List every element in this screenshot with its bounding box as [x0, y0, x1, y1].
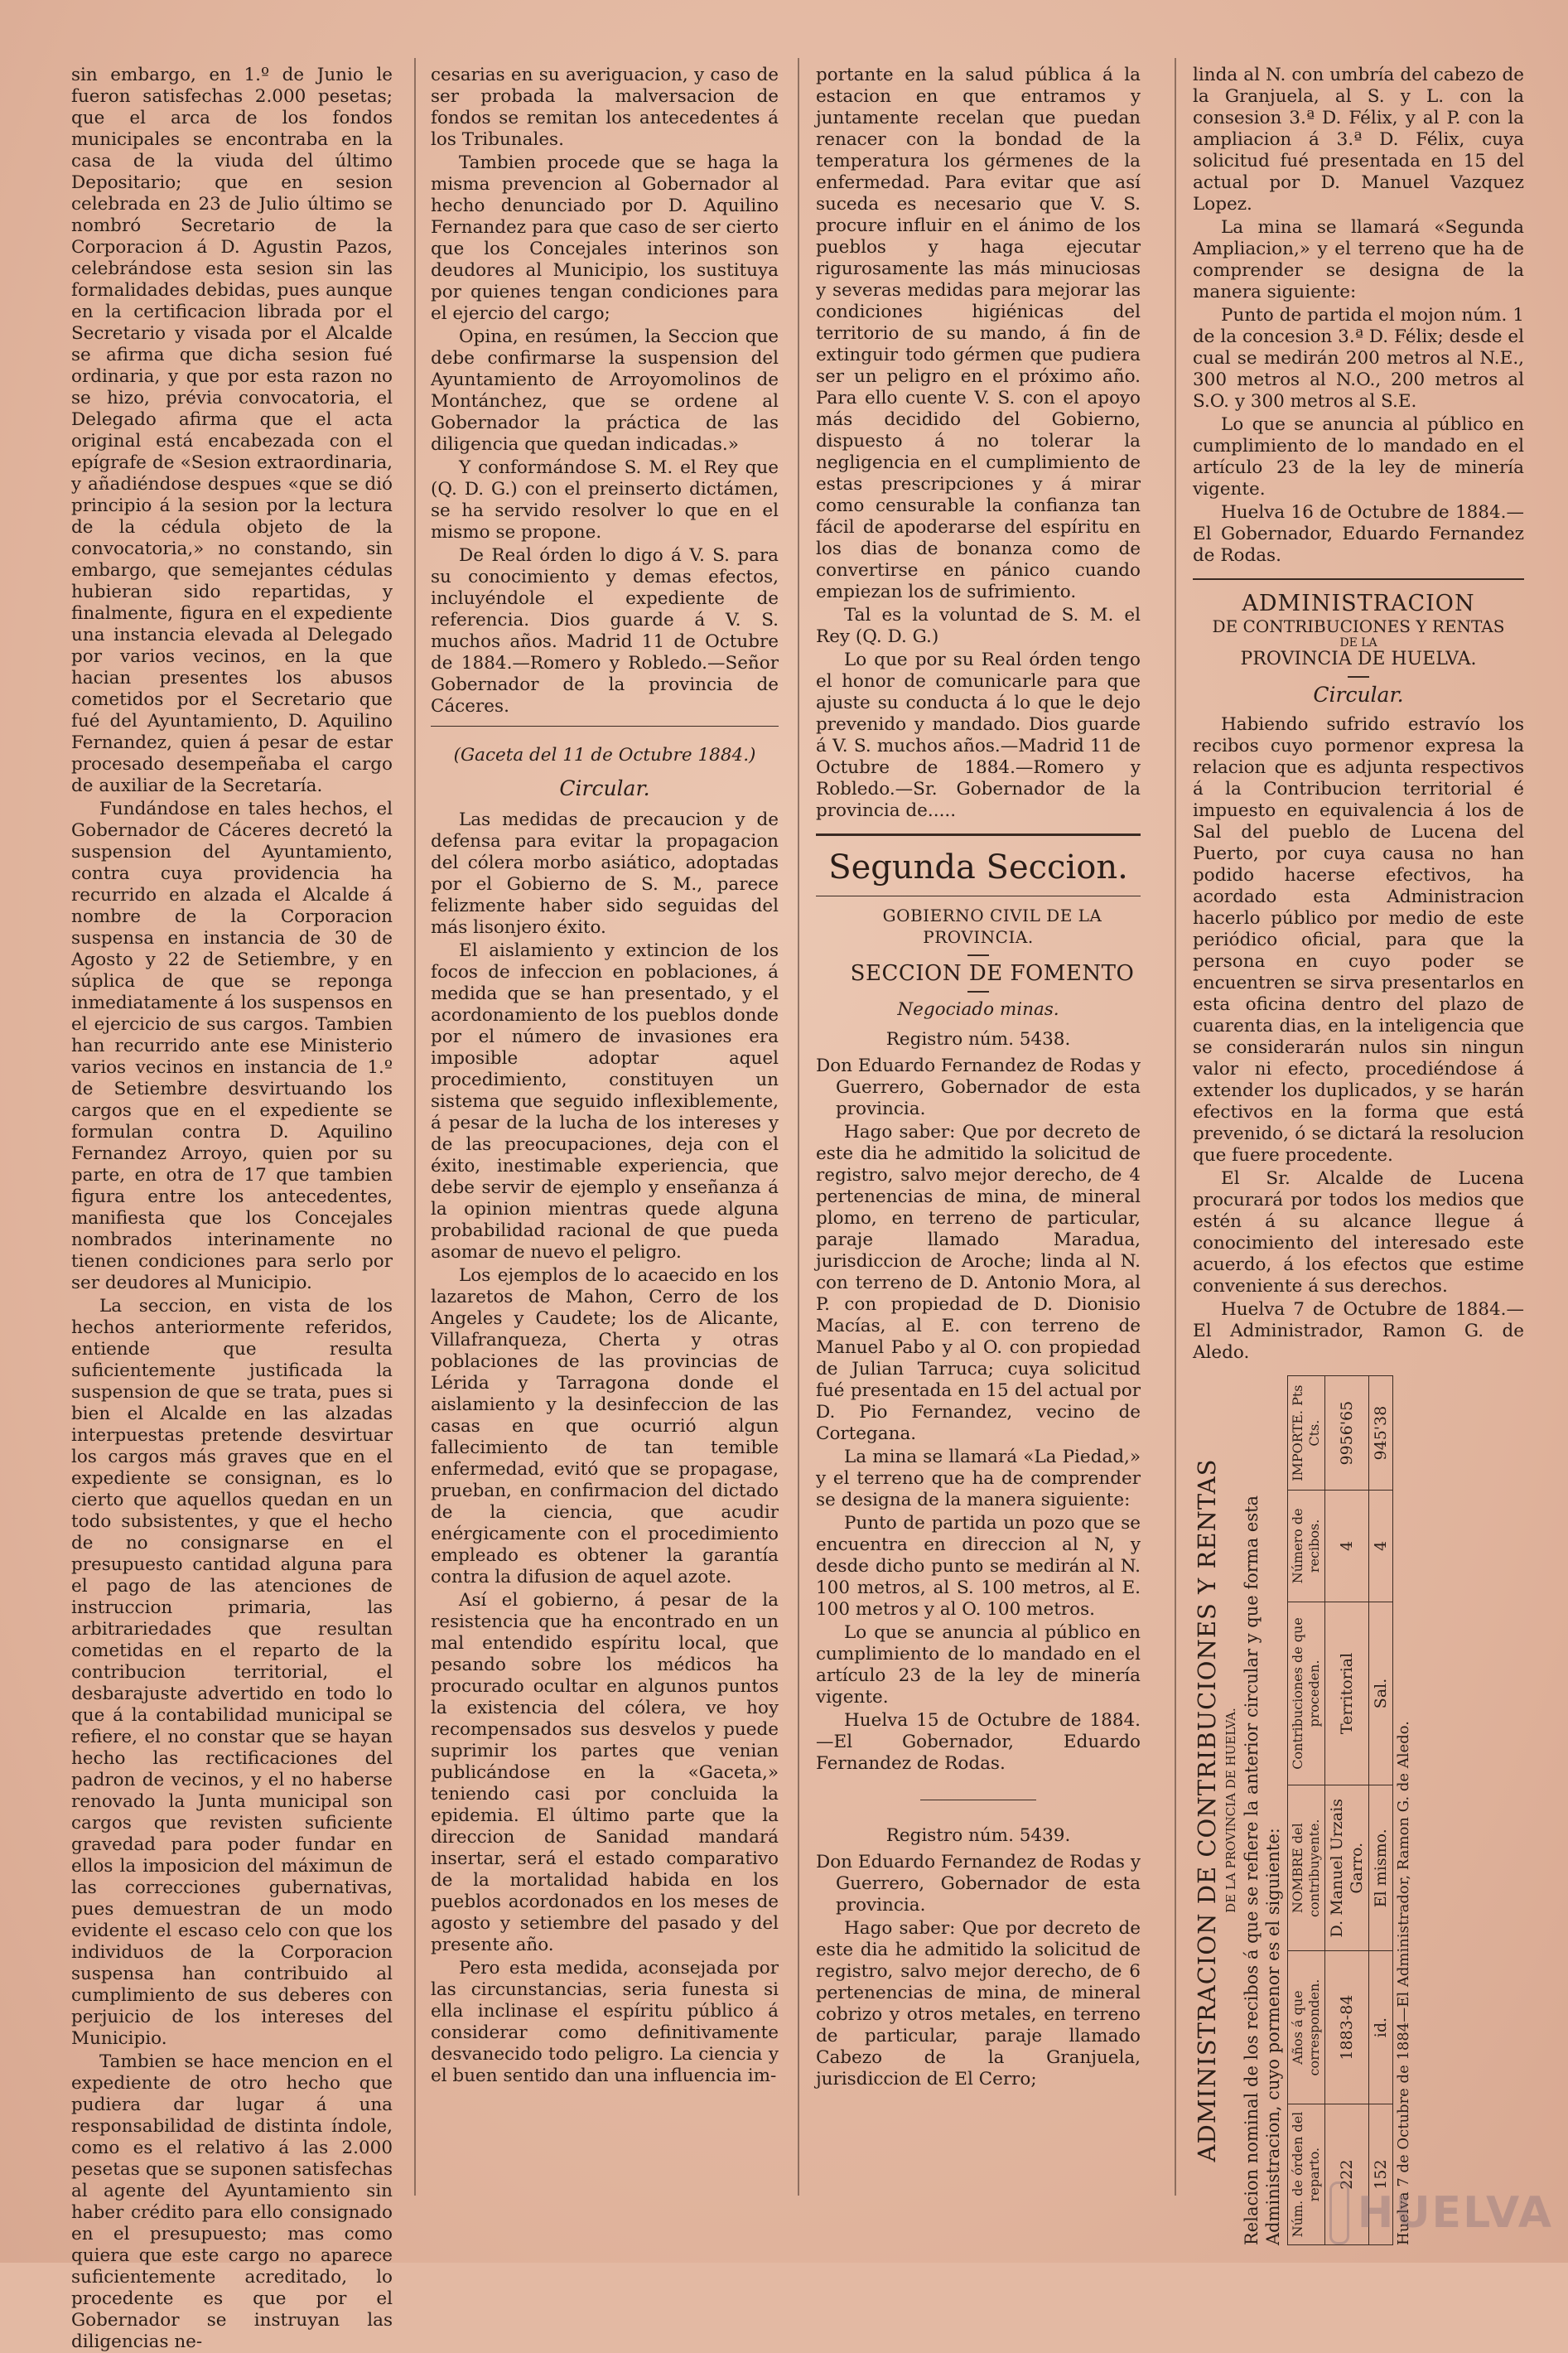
- paragraph: El Sr. Alcalde de Lucena procurará por todos los medios que estén á su alcance llegue á conocimiento del interesado este acuerdo, á los efectos que estime conveniente á sus derechos.: [1193, 1168, 1524, 1297]
- column-header: Contribuciones de que proceden.: [1288, 1602, 1325, 1785]
- paragraph: Y conformándose S. M. el Rey que (Q. D. G.) con el preinserto dictámen, se ha servido resolver lo que en el mismo se propone.: [431, 457, 779, 543]
- table-row: [1369, 1376, 1393, 2245]
- paragraph: cesarias en su averiguacion, y caso de ser probada la malversacion de fondos se remitan los antecedentes á los Tribunales.: [431, 65, 779, 150]
- archive-watermark: [1329, 2176, 1553, 2250]
- paragraph: Lo que se anuncia al público en cumplimiento de lo mandado en el artículo 23 de la ley de minería vigente.: [816, 1622, 1141, 1708]
- table-cell: El mismo.: [1369, 1785, 1393, 1951]
- short-rule: [967, 991, 989, 993]
- column-rule: [414, 58, 416, 2196]
- paragraph: La seccion, en vista de los hechos anteriormente referidos, entiende que resulta suficientemente justificada la suspension de que se trata, pues si bien el Alcalde en las alzadas interpuestas pretende desvirtuar los cargos más graves que en el expediente se consignan, es lo cierto que aquellos quedan en un todo subsistentes, y que el hecho de no consignarse en el presupuesto cantidad alguna para el pago de las atenciones de instruccion primaria, las arbitrariedades que resultan cometidas en el reparto de la contribucion territorial, el desbarajuste advertido en todo lo que á la contabilidad municipal se refiere, el no constar que se hayan hecho las rectificaciones del padron de vecinos, y el no haberse renovado la Junta municipal son cargos que revisten suficiente gravedad para poder fundar en ellos la imposicion del máximun de las correcciones gubernativas, pues demuestran de un modo evidente el escaso celo con que los individuos de la Corporacion suspensa han contribuido al cumplimiento de sus deberes con perjuicio de los intereses del Municipio.: [71, 1296, 393, 2049]
- table-cell: 4: [1369, 1491, 1393, 1602]
- table-cell: 222: [1325, 2104, 1369, 2245]
- column-2: [431, 65, 779, 2219]
- paragraph: Hago saber: Que por decreto de este dia he admitido la solicitud de registro, salvo mejor derecho, de 6 pertenencias de mina, de mineral cobrizo y otros metales, en terreno de particular, paraje llamado Cabezo de la Granjuela, jurisdiccion de El Cerro;: [816, 1918, 1141, 2090]
- paragraph: La mina se llamará «Segunda Ampliacion,» y el terreno que ha de comprender se designa de la manera siguiente:: [1193, 217, 1524, 302]
- paragraph: Así el gobierno, á pesar de la resistencia que ha encontrado en un mal entendido espíritu local, que pesando sobre los médicos ha procurado ocultar en algunos puntos la existencia del cólera, ve hoy recompensados sus desvelos y puede suprimir los partes que venian publicándose en la «Gaceta,» teniendo casi por concluida la epidemia. El último parte que la direccion de Sanidad mandará insertar, será el estado comparativo de la mortalidad habida en los pueblos acordonados en los meses de agosto y setiembre del pasado y del presente año.: [431, 1590, 779, 1955]
- relation-subtitle: DE LA PROVINCIA DE HUELVA.: [1223, 1708, 1238, 1913]
- column-4: [1193, 65, 1524, 2245]
- negociado-heading: Negociado minas.: [897, 999, 1059, 1020]
- rotated-relation: [1193, 1375, 1524, 2245]
- table-cell: id.: [1369, 1951, 1393, 2104]
- paragraph: Habiendo sufrido estravío los recibos cuyo pormenor expresa la relacion que es adjunta respectivos á la Contribucion territorial é impuesto en equivalencia á los de Sal del pueblo de Lucena del Puerto, por cuya causa no han podido hacerse efectivos, ha acordado esta Administracion hacerlo público por medio de este periódico oficial, para que la persona en cuyo poder se encuentren se sirva presentarlos en esta oficina dentro del plazo de cuarenta dias, en la inteligencia que se considerarán nulos sin ningun valor ni efecto, procediéndose á extender los duplicados, y se harán efectivos en la forma que está prevenido, ó se dictará la resolucion que fuere procedente.: [1193, 714, 1524, 1166]
- paragraph: Huelva 7 de Octubre de 1884.—El Administrador, Ramon G. de Aledo.: [1193, 1299, 1524, 1363]
- table-row: [1325, 1376, 1369, 2245]
- section-title: Segunda Seccion.: [828, 848, 1128, 887]
- paragraph: Fundándose en tales hechos, el Gobernador de Cáceres decretó la suspension del Ayuntamiento, contra cuya providencia ha recurrido en alzada el Alcalde á nombre de la Corporacion suspensa en instancia de 30 de Agosto y 22 de Setiembre, y en súplica de que se reponga inmediatamente á los suspensos en el ejercicio de sus cargos. Tambien han recurrido ante ese Ministerio varios vecinos en instancia de 1.º de Setiembre desvirtuando los cargos que en el expediente se formulan contra D. Aquilino Fernandez Arroyo, quien por su parte, en otra de 17 que tambien figura entre los antecedentes, manifiesta que los Concejales nombrados interinamente no tienen condiciones para serlo por ser deudores al Municipio.: [71, 799, 393, 1293]
- column-header: Años á que corresponden.: [1288, 1951, 1325, 2104]
- column-header: Número de recibos.: [1288, 1491, 1325, 1602]
- paragraph: Tambien se hace mencion en el expediente de otro hecho que pudiera dar lugar á una responsabilidad de distinta índole, como es el relativo á las 2.000 pesetas que se suponen satisfechas al agente del Ayuntamiento sin haber crédito para ello consignado en el presupuesto; mas como quiera que este cargo no aparece suficientemente acreditado, lo procedente es que por el Gobernador se instruyan las diligencias ne-: [71, 2051, 393, 2352]
- paragraph: Hago saber: Que por decreto de este dia he admitido la solicitud de registro, salvo mejor derecho, de 4 pertenencias de mina, de mineral plomo, en terreno de particular, paraje llamado Maradua, jurisdiccion de Aroche; linda al N. con terreno de D. Antonio Mora, al P. con propiedad de D. Dionisio Macías, al E. con terreno de Manuel Pabo y al O. con propiedad de Julian Tarruca; cuya solicitud fué presentada en 15 del actual por D. Pio Fernandez, vecino de Cortegana.: [816, 1122, 1141, 1444]
- fomento-heading: SECCION DE FOMENTO: [850, 961, 1135, 986]
- receipts-table: [1287, 1375, 1393, 2245]
- short-rule: [967, 954, 989, 956]
- relation-text: Relacion nominal de los recibos á que se refiere la anterior circular y que forma esta Administracion, cuyo pormenor es el siguiente:: [1242, 1495, 1283, 2245]
- watermark-text: HUELVA: [1357, 2188, 1553, 2238]
- short-rule: [1348, 676, 1369, 678]
- registro-header: Don Eduardo Fernandez de Rodas y Guerrero, Gobernador de esta provincia.: [816, 1056, 1141, 1119]
- paragraph: De Real órden lo digo á V. S. para su conocimiento y demas efectos, incluyéndole el expediente de referencia. Dios guarde á V. S. muchos años. Madrid 11 de Octubre de 1884.—Romero y Robledo.—Señor Gobernador de la provincia de Cáceres.: [431, 545, 779, 717]
- column-header: Núm. de órden del reparto.: [1288, 2104, 1325, 2245]
- table-cell: D. Manuel Urzais Garro.: [1325, 1785, 1369, 1951]
- paragraph: Opina, en resúmen, la Seccion que debe confirmarse la suspension del Ayuntamiento de Arroyomolinos de Montánchez, que se ordene al Gobernador la práctica de las diligencia que quedan indicadas.»: [431, 326, 779, 455]
- column-rule: [798, 58, 799, 2196]
- admin-province: PROVINCIA DE HUELVA.: [1240, 649, 1477, 669]
- table-cell: Territorial: [1325, 1602, 1369, 1785]
- registro-header: Don Eduardo Fernandez de Rodas y Guerrero, Gobernador de esta provincia.: [816, 1852, 1141, 1916]
- relation-title: ADMINISTRACION DE CONTRIBUCIONES Y RENTAS: [1193, 1458, 1221, 2162]
- paragraph: Los ejemplos de lo acaecido en los lazaretos de Mahon, Cerro de los Angeles y Caudete; los de Alicante, Villafranqueza, Cherta y otras poblaciones de las provincias de Lérida y Tarragona donde el aislamiento y la desinfeccion de las casas en que ocurrió algun fallecimiento de tan temible enfermedad, evitó que se propagase, prueban, en confirmacion del dictado de la ciencia, que acudir enérgicamente con el procedimiento empleado es obtener la garantía contra la difusion de aquel azote.: [431, 1265, 779, 1587]
- relation-footer: Huelva 7 de Octubre de 1884—El Administrador, Ramon G. de Aledo.: [1395, 1721, 1412, 2245]
- paragraph: Huelva 15 de Octubre de 1884.—El Gobernador, Eduardo Fernandez de Rodas.: [816, 1710, 1141, 1774]
- table-cell: 1883-84: [1325, 1951, 1369, 2104]
- column-header: IMPORTE. Pts Cts.: [1288, 1376, 1325, 1491]
- table-cell: 9956'65: [1325, 1376, 1369, 1491]
- column-header: NOMBRE del contribuyente.: [1288, 1785, 1325, 1951]
- paragraph: linda al N. con umbría del cabezo de la Granjuela, al S. y L. con la consesion 3.ª D. Félix, y al P. con la ampliacion á 3.ª D. Félix, cuya solicitud fué presentada en 15 del actual por D. Manuel Vazquez Lopez.: [1193, 65, 1524, 215]
- rotated-table-block: [1193, 1375, 1524, 2245]
- table-cell: 4: [1325, 1491, 1369, 1602]
- table-cell: Sal.: [1369, 1602, 1393, 1785]
- seal-icon: [1329, 2181, 1349, 2244]
- divider: [431, 726, 779, 727]
- gaceta-reference: (Gaceta del 11 de Octubre 1884.): [453, 745, 756, 766]
- circular-heading: Circular.: [559, 776, 650, 800]
- paragraph: La mina se llamará «La Piedad,» y el terreno que ha de comprender se designa de la manera siguiente:: [816, 1447, 1141, 1510]
- registro-title: Registro núm. 5439.: [885, 1825, 1071, 1846]
- table-cell: 945'38: [1369, 1376, 1393, 1491]
- paragraph: El aislamiento y extincion de los focos de infeccion en poblaciones, á medida que se han presentado, y el acordonamiento de los pueblos donde por el número de invasiones era imposible adoptar aquel procedimiento, constituyen un sistema que seguido inflexiblemente, á pesar de la lucha de los intereses y de las preocupaciones, deja con el éxito, inestimable experiencia, que debe servir de ejemplo y enseñanza á la opinion mientras quede alguna probabilidad racional de que pueda asomar de nuevo el peligro.: [431, 940, 779, 1263]
- column-1: [71, 65, 393, 2352]
- section-divider: [1193, 578, 1524, 580]
- column-rule: [1175, 58, 1176, 2196]
- government-heading: GOBIERNO CIVIL DE LA PROVINCIA.: [882, 906, 1102, 947]
- table-header-row: [1288, 1376, 1325, 2245]
- paragraph: Tambien procede que se haga la misma prevencion al Gobernador al hecho denunciado por D. Aquilino Fernandez para que caso de ser cierto que los Concejales interinos son deudores al Municipio, los sustituya por quienes tengan condiciones para el ejercio del cargo;: [431, 152, 779, 324]
- paragraph: Tal es la voluntad de S. M. el Rey (Q. D. G.): [816, 605, 1141, 647]
- paragraph: Punto de partida el mojon núm. 1 de la concesion 3.ª D. Félix; desde el cual se medirán 200 metros al N.E., 300 metros al N.O., 200 metros al S.O. y 300 metros al S.E.: [1193, 305, 1524, 412]
- paragraph: portante en la salud pública á la estacion en que entramos y juntamente recelan que puedan renacer con la bondad de la temperatura los gérmenes de la enfermedad. Para evitar que así suceda es necesario que V. S. procure influir en el ánimo de los pueblos y haga ejecutar rigurosamente las más minuciosas y severas medidas para mejorar las condiciones higiénicas del territorio de su mando, á fin de extinguir todo gérmen que pudiera ser un peligro en el próximo año. Para ello cuente V. S. con el apoyo más decidido del Gobierno, dispuesto á no tolerar la negligencia en el cumplimiento de estas prescripciones y á mirar como censurable la confianza tan fácil de apoderarse del espíritu en los dias de bonanza como de convertirse en pánico cuando empiezan los de sufrimiento.: [816, 65, 1141, 602]
- section-divider: [816, 833, 1141, 836]
- circular-heading: Circular.: [1313, 683, 1404, 707]
- admin-title: ADMINISTRACION: [1242, 591, 1475, 616]
- paragraph: Huelva 16 de Octubre de 1884.—El Gobernador, Eduardo Fernandez de Rodas.: [1193, 502, 1524, 566]
- paragraph: Lo que se anuncia al público en cumplimiento de lo mandado en el artículo 23 de la ley de minería vigente.: [1193, 414, 1524, 500]
- paragraph: Las medidas de precaucion y de defensa para evitar la propagacion del cólera morbo asiático, adoptadas por el Gobierno de S. M., parece felizmente haber sido seguidas del más lisonjero éxito.: [431, 809, 779, 938]
- paragraph: Lo que por su Real órden tengo el honor de comunicarle para que ajuste su conducta á lo que le dejo prevenido y mandado. Dios guarde á V. S. muchos años.—Madrid 11 de Octubre de 1884.—Romero y Robledo.—Sr. Gobernador de la provincia de.....: [816, 650, 1141, 821]
- paragraph: Pero esta medida, aconsejada por las circunstancias, seria funesta si ella inclinase el espíritu público á considerar como definitivamente desvanecido todo peligro. La ciencia y el buen sentido dan una influencia im-: [431, 1958, 779, 2086]
- registro-title: Registro núm. 5438.: [885, 1029, 1071, 1050]
- admin-subtitle: DE CONTRIBUCIONES Y RENTAS: [1212, 616, 1505, 636]
- admin-dela: DE LA: [1339, 636, 1377, 650]
- paragraph: sin embargo, en 1.º de Junio le fueron satisfechas 2.000 pesetas; que el arca de los fondos municipales se encontraba en la casa de la viuda del último Depositario; que en sesion celebrada en 23 de Julio último se nombró Secretario de la Corporacion á D. Agustin Pazos, celebrándose esta sesion sin las formalidades debidas, pues aunque en la certificacion librada por el Secretario y visada por el Alcalde se afirma que dicha sesion fué ordinaria, y que por esta razon no se hizo, prévia convocatoria, el Delegado afirma que el acta original está encabezada con el epígrafe de «Sesion extraordinaria, y añadiéndose despues «que se dió principio á la sesion por la lectura de la cédula objeto de la convocatoria,» no constando, sin embargo, que semejantes cédulas hubieran sido repartidas, y finalmente, figura en el expediente una instancia elevada al Delegado por varios vecinos, en la que hacian presentes los abusos cometidos por el Secretario que fué del Ayuntamiento, D. Aquilino Fernandez, quien á pesar de estar procesado desempeñaba el cargo de auxiliar de la Secretaría.: [71, 65, 393, 796]
- paragraph: Punto de partida un pozo que se encuentra en direccion al N, y desde dicho punto se medirán al N. 100 metros, al S. 100 metros, al E. 100 metros y al O. 100 metros.: [816, 1513, 1141, 1620]
- column-3: [816, 65, 1141, 2219]
- table-cell: 152: [1369, 2104, 1393, 2245]
